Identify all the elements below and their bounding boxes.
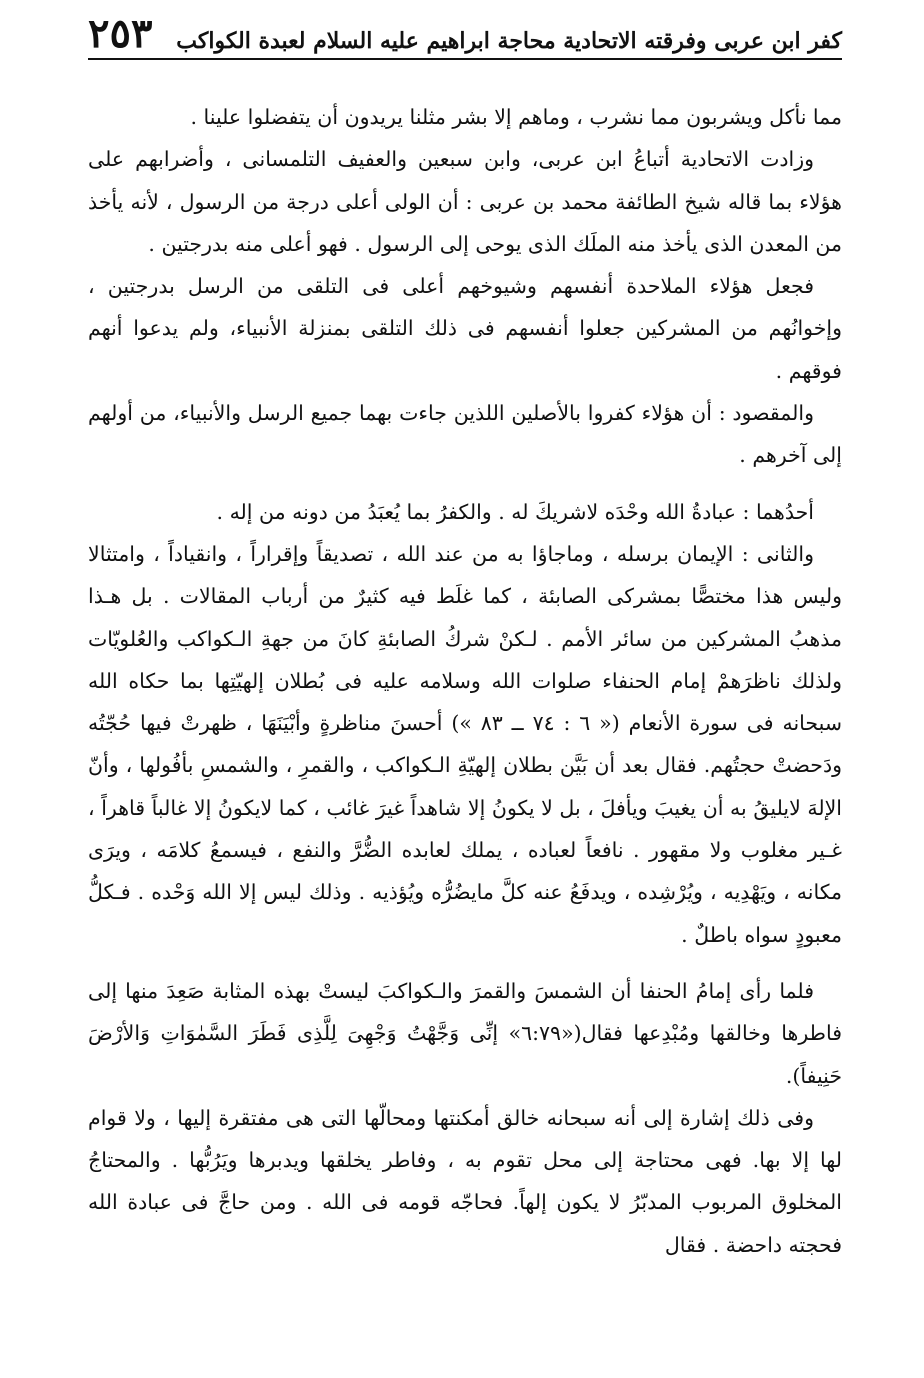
paragraph-2: وزادت الاتحادية أتباعُ ابن عربى، وابن سبعين والعفيف التلمسانى ، وأضرابهم على هؤلاء بما قاله شيخ الطائفة محمد بن عربى : أن الولى أعلى درجة من الرسول ، لأنه يأخذ من المعدن الذى يأخذ منه الملَك الذى يوحى إلى الرسول . فهو أعلى منه بدرجتين . <box>88 147 842 256</box>
paragraph-8: وفى ذلك إشارة إلى أنه سبحانه خالق أمكنتها ومحالّها التى هى مفتقرة إليها ، ولا قوام لها إلا بها. فهى محتاجة إلى محل تقوم به ، وفاطر يخلقها ويدبرها ويَرُبُّها . والمحتاجُ المخلوق المربوب المدبّرُ لا يكون إلهاً. فحاجّه قومه فى الله . ومن حاجَّ فى عبادة الله فحجته داحضة . فقال <box>88 1105 842 1257</box>
page-header <box>88 0 842 57</box>
paragraph-3: فجعل هؤلاء الملاحدة أنفسهم وشيوخهم أعلى فى التلقى من الرسل بدرجتين ، وإخوانُهم من المشركين جعلوا أنفسهم فى ذلك التلقى بمنزلة الأنبياء، ولم يدعوا أنهم فوقهم . <box>88 274 842 383</box>
body-text <box>88 96 842 1266</box>
paragraph-6: والثانى : الإيمان برسله ، وماجاؤا به من عند الله ، تصديقاً وإقراراً ، وانقياداً ، وامتثالا وليس هذا مختصًّا بمشركى الصابئة ، كما غلَط فيه كثيرٌ من أرباب المقالات . بل هـذا مذهبُ المشركين من سائر الأمم . لـكنْ شركُ الصابئةِ كانَ من جهةِ الـكواكب والعُلويّات ولذلك ناظرَهمْ إمام الحنفاء صلوات الله وسلامه عليه فى بُطلان إلهيّتِها بما حكاه الله سبحانه فى سورة الأنعام (« ٦ : ٧٤ ــ ٨٣ ») أحسنَ مناظرةٍ وأبْيَنَهَا ، ظهرتْ فيها حُجّتُه ودَحضتْ حجتُهم. فقال بعد أن بَيَّن بطلان إلهيّةِ الـكواكب ، والقمرِ ، والشمسِ بأفُولها ، وأنّ الإلهَ لايليقُ به أن يغيبَ ويأفلَ ، بل لا يكونُ إلا شاهداً غيرَ غائب ، كما لايكونُ إلا غالباً قاهراً ، غـير مغلوب ولا مقهور . نافعاً لعباده ، يملك لعابده الضُّرَّ والنفع ، فيسمعُ كلامَه ، ويرَى مكانه ، ويَهْدِيه ، ويُرْشِده ، ويدفَعُ عنه كلَّ مايضُرُّه ويُؤذيه . وذلك ليس إلا الله وَحْده . فـكلُّ معبودٍ سواه باطلٌ . <box>88 541 842 947</box>
paragraph-5: أحدُهما : عبادةُ الله وحْدَه لاشريكَ له . والكفرُ بما يُعبَدُ من دونه من إله . <box>216 499 814 524</box>
paragraph-4: والمقصود : أن هؤلاء كفروا بالأصلين اللذين جاءت بهما جميع الرسل والأنبياء، من أولهم إلى آخرهم . <box>88 401 842 468</box>
header-rule <box>88 58 842 60</box>
running-title: كفر ابن عربى وفرقته الاتحادية محاجة ابراهيم عليه السلام لعبدة الكواكب <box>176 28 842 54</box>
page-number: ٢٥٣ <box>88 10 153 57</box>
paragraph-1: مما نأكل ويشربون مما نشرب ، وماهم إلا بشر مثلنا يريدون أن يتفضلوا علينا . <box>190 105 842 129</box>
paragraph-7: فلما رأى إمامُ الحنفا أن الشمسَ والقمرَ والـكواكبَ ليستْ بهذه المثابة صَعِدَ منها إلى فاطرها وخالقها ومُبْدِعها فقال(«٦:٧٩» إنِّى وَجَّهْتُ وَجْهِىَ لِلَّذِى فَطَرَ السَّمٰوَاتِ وَالأرْضَ حَنِيفاً). <box>88 978 842 1088</box>
